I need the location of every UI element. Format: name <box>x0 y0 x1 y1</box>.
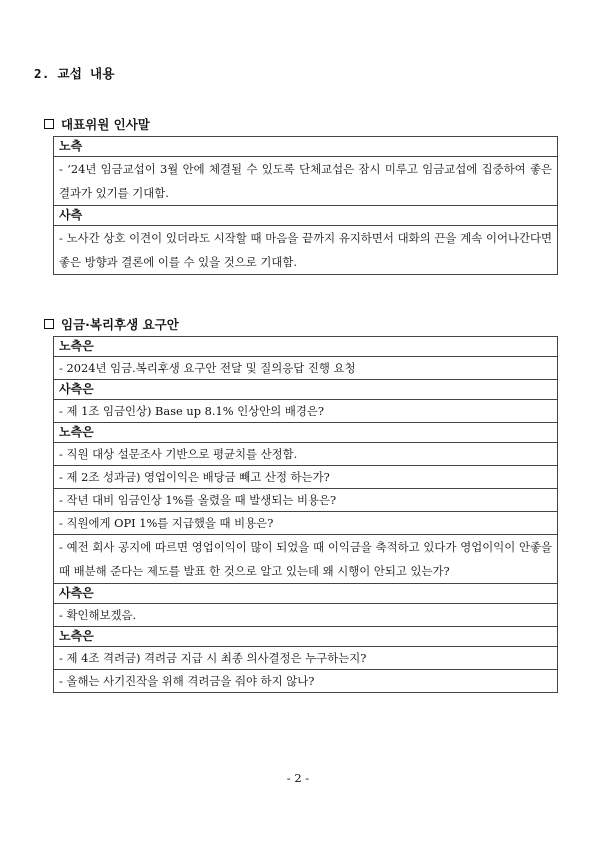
table-row <box>54 206 558 226</box>
table-row <box>54 400 558 423</box>
table-row <box>54 380 558 400</box>
party-header: 노측은 <box>54 337 558 357</box>
table-row <box>54 157 558 206</box>
table-row <box>54 512 558 535</box>
party-header: 노측은 <box>54 423 558 443</box>
checkbox-square-icon <box>44 119 54 129</box>
party-header: 사측은 <box>54 380 558 400</box>
statement-text: - 올해는 사기진작을 위해 격려금을 줘야 하지 않나? <box>54 670 558 693</box>
table-row <box>54 604 558 627</box>
table-row <box>54 337 558 357</box>
greeting-table <box>53 136 558 275</box>
statement-text: - 2024년 임금.복리후생 요구안 전달 및 질의응답 진행 요청 <box>54 357 558 380</box>
party-header: 사측 <box>54 206 558 226</box>
checkbox-square-icon <box>44 319 54 329</box>
statement-text: - ‘24년 임금교섭이 3월 안에 체결될 수 있도록 단체교섭은 잠시 미루고 임금교섭에 집중하여 좋은 결과가 있기를 기대함. <box>54 157 558 206</box>
table-row <box>54 489 558 512</box>
page-number: - 2 - <box>286 771 310 785</box>
statement-text: - 직원 대상 설문조사 기반으로 평균치를 산정함. <box>54 443 558 466</box>
statement-text: - 확인해보겠음. <box>54 604 558 627</box>
subsection-wage-label: 임금·복리후생 요구안 <box>61 317 179 332</box>
party-header: 노측은 <box>54 627 558 647</box>
party-header: 노측 <box>54 137 558 157</box>
subsection-greeting-label: 대표위원 인사말 <box>61 117 150 132</box>
section-title: 2. 교섭 내용 <box>34 66 115 81</box>
table-row <box>54 226 558 275</box>
table-row <box>54 137 558 157</box>
table-row <box>54 443 558 466</box>
statement-text: - 제 2조 성과금) 영업이익은 배당금 빼고 산정 하는가? <box>54 466 558 489</box>
table-row <box>54 647 558 670</box>
statement-text: - 작년 대비 임금인상 1%를 올렸을 때 발생되는 비용은? <box>54 489 558 512</box>
statement-text: - 노사간 상호 이견이 있더라도 시작할 때 마음을 끝까지 유지하면서 대화의 끈을 계속 이어나간다면 좋은 방향과 결론에 이를 수 있을 것으로 기대함. <box>54 226 558 275</box>
statement-text: - 제 4조 격려금) 격려금 지급 시 최종 의사결정은 누구하는지? <box>54 647 558 670</box>
table-row <box>54 466 558 489</box>
table-row <box>54 627 558 647</box>
subsection-greeting-title <box>44 115 150 133</box>
table-row <box>54 423 558 443</box>
table-row <box>54 670 558 693</box>
subsection-wage-title <box>44 315 179 333</box>
statement-text: - 직원에게 OPI 1%를 지급했을 때 비용은? <box>54 512 558 535</box>
statement-text: - 예전 회사 공지에 따르면 영업이익이 많이 되었을 때 이익금을 축적하고 있다가 영업이익이 안좋을 때 배분해 준다는 제도를 발표 한 것으로 알고 있는데 왜 시행이 안되고 있는가? <box>54 535 558 584</box>
table-row <box>54 357 558 380</box>
table-row <box>54 535 558 584</box>
wage-table <box>53 336 558 693</box>
statement-text: - 제 1조 임금인상) Base up 8.1% 인상안의 배경은? <box>54 400 558 423</box>
party-header: 사측은 <box>54 584 558 604</box>
table-row <box>54 584 558 604</box>
